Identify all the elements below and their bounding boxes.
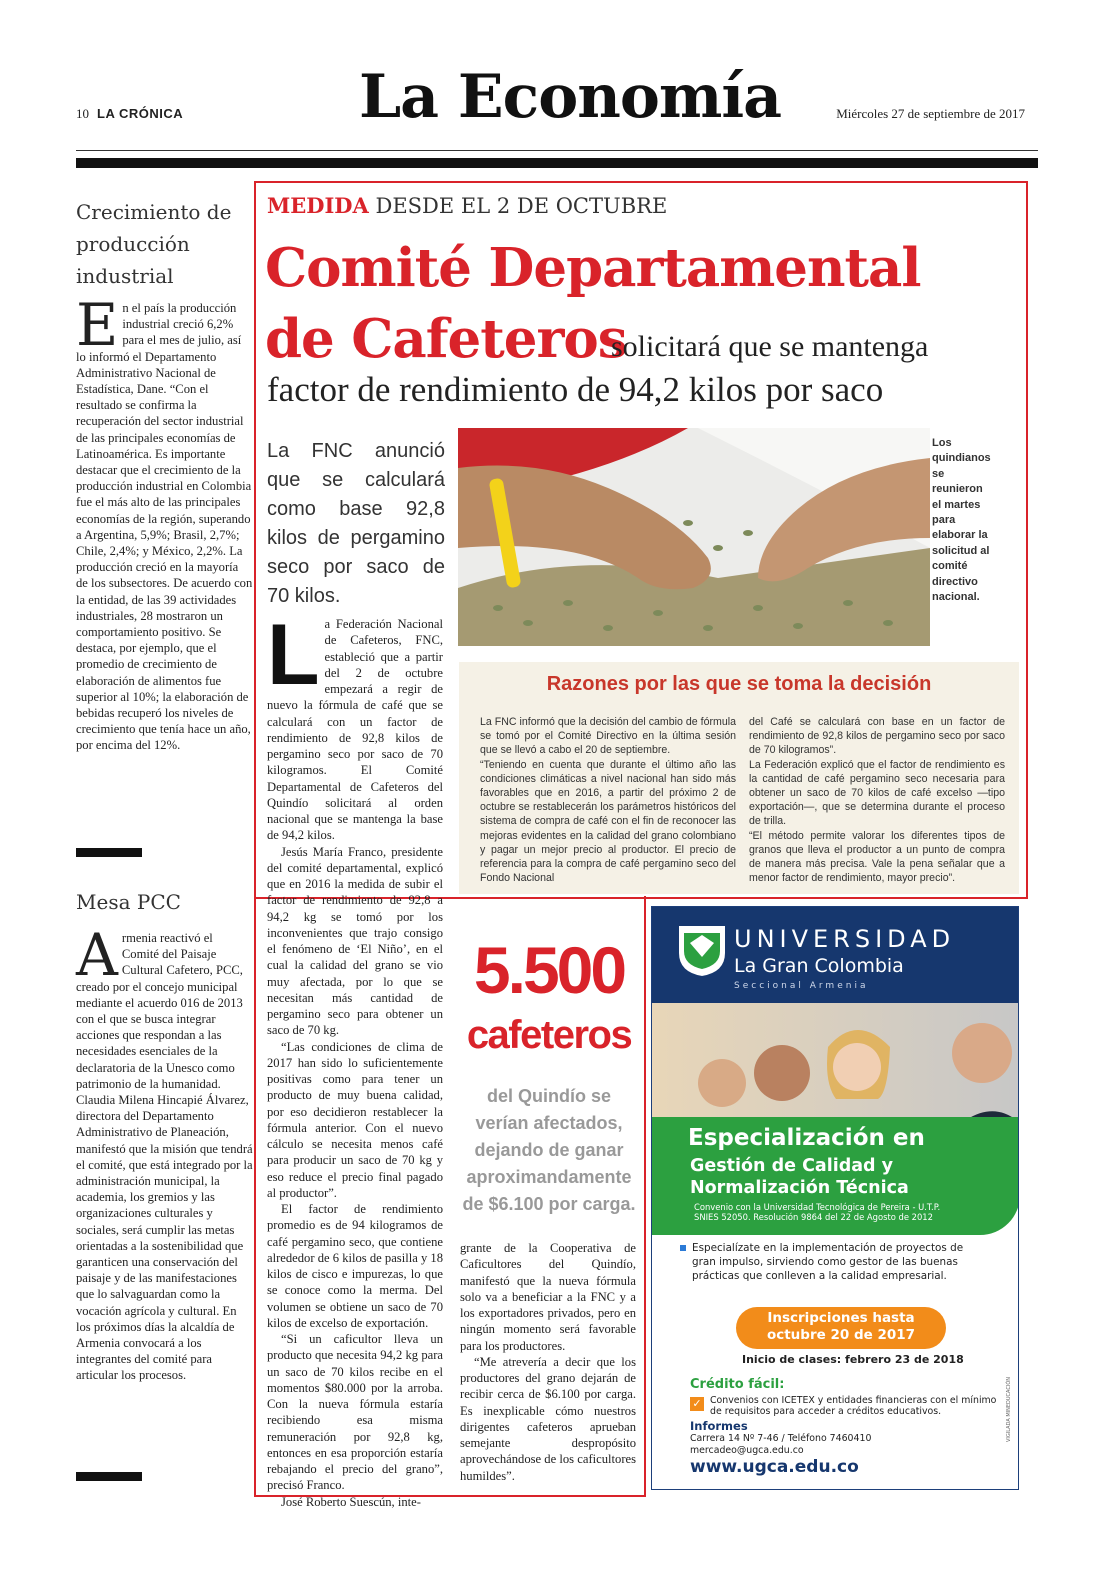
sidebar-story-2-title: Mesa PCC bbox=[76, 890, 181, 914]
headline-line-3: factor de rendimiento de 94,2 kilos por saco bbox=[267, 370, 884, 409]
reasons-paragraph: “Teniendo en cuenta que durante el último año las condiciones climáticas a nivel nacional han sido más favorables que en 2016, a partir del próximo 2 de octubre se restablecerán los parámetros históricos del sistema de compra de café con el fin de reconocer las mejoras evidentes en la calidad del grano colombiano y pagar un mejor precio al productor. El precio de referencia para la compra de café pergamino seco del Fondo Nacional bbox=[480, 758, 736, 885]
ad-bullet bbox=[682, 1241, 982, 1283]
headline-line-2: de Cafeteros bbox=[265, 308, 627, 370]
sidebar-story-2-text: rmenia reactivó el Comité del Paisaje Cultural Cafetero, PCC, creado por el concejo municipal mediante el acuerdo 016 de 2013 con el que se busca integrar acciones que respondan a las necesidades esenciales de la declaratoria de la Unesco como patrimonio de la humanidad. Claudia Milena Hincapié Álvarez, directora del Departamento Administrativo de Planeación, manifestó que la misión que tendrá el comité, que está integrado por la administración municipal, la academia, los gremios y las organizaciones culturales y sociales, será cumplir las metas orientadas a la sostenibilidad que garanticen una conservación del paisaje y de las manifestaciones que lo salvaguardan como la vocación agrícola y cultural. En los próximos días la alcaldía de Armenia convocará a los integrantes del comité para articular los procesos. bbox=[76, 931, 253, 1383]
ad-brand-line-3: Seccional Armenia bbox=[734, 981, 869, 991]
header-thick-rule bbox=[76, 158, 1038, 168]
ad-start-date: Inicio de clases: febrero 23 de 2018 bbox=[742, 1353, 964, 1366]
sidebar-story-2-body bbox=[76, 921, 253, 1384]
page-header-left bbox=[76, 106, 183, 122]
ad-registration-line-2: octubre 20 de 2017 bbox=[766, 1327, 916, 1343]
university-ad[interactable] bbox=[651, 906, 1019, 1490]
university-crest-icon bbox=[676, 923, 728, 979]
sidebar-story-1-text: n el país la producción industrial creció 6,2% para el mes de julio, así lo informó el Departamento Administrativo Nacional de Estadística, Dane. “Con el resultado se confirma la recuperación del sector industrial de las principales economías de Latinoamérica. Es importante destacar que el crecimiento de la producción industrial en Colombia fue el más alto de las principales economías de la región, superando a Argentina, 5,9%; Brasil, 2,7%; Chile, 2,4%; y México, 2,2%. La producción creció en la mayoría de los subsectores. De acuerdo con la entidad, de las 39 actividades industriales, 28 mostraron un comportamiento positivo. Se destaca, por ejemplo, que el promedio de crecimiento de elaboración de alimentos fue superior al 10%; la elaboración de bebidas recuperó los niveles de crecimiento que tenía hace un año, por encima del 12%. bbox=[76, 301, 253, 753]
deck: La FNC anunció que se calculará como base 92,8 kilos de pergamino seco por saco de 70 kilos. bbox=[267, 440, 445, 607]
ad-convenio bbox=[694, 1202, 940, 1222]
reasons-paragraph: “El método permite valorar los diferentes tipos de granos que lleva el productor a un punto de compra de manera más precisa. Vale la pena señalar que a menor factor de rendimiento, mayor precio”. bbox=[749, 829, 1005, 885]
ad-bullet-text: Especialízate en la implementación de proyectos de gran impulso, sirviendo como gestor de las buenas prácticas que conlleven a la calidad empresarial. bbox=[692, 1242, 964, 1282]
reasons-paragraph: La Federación explicó que el factor de rendimiento es la cantidad de café pergamino seco necesaria para obtener un saco de 70 kilos de café excelso —tipo exportación—, que se determina durante el proceso de trilla. bbox=[749, 758, 1005, 828]
ad-registration-pill[interactable] bbox=[736, 1307, 946, 1349]
ad-email[interactable]: mercadeo@ugca.edu.co bbox=[690, 1444, 804, 1456]
article-paragraph: “Me atrevería a decir que los productores del grano dejarán de recibir cerca de $6.100 por carga. Es inexplicable cómo nuestros dirigentes cafeteros aprueban semejante despropósito aprovechándose de los caficultores humildes”. bbox=[460, 1354, 636, 1483]
headline-line-1: Comité Departamental bbox=[265, 237, 921, 299]
ad-heading-3-line: Normalización Técnica bbox=[690, 1178, 909, 1198]
page-number: 10 bbox=[76, 106, 89, 121]
photo-illustration bbox=[458, 428, 930, 646]
dropcap: L bbox=[267, 607, 320, 703]
article-paragraph: El factor de rendimiento promedio es de 94 kilogramos de café pergamino seco, que contiene alrededor de 6 kilos de pasilla y 18 kilos de cisco e impurezas, lo que se conoce como la merma. Del volumen se obtiene un saco de 70 kilos de excelso de exportación. bbox=[267, 1202, 443, 1330]
ad-snies-line: SNIES 52050. Resolución 9864 del 22 de Agosto de 2012 bbox=[694, 1212, 933, 1222]
ad-heading-1: Especialización en bbox=[688, 1125, 925, 1151]
article-paragraph: “Las condiciones de clima de 2017 han sido lo suficientemente positivas como para tener un producto de muy buena calidad, por eso decidieron restablecer la fórmula anterior. Con el nuevo cálculo se necesita menos café para producir un saco de 70 kg y eso reduce el precio final pagado al productor”. bbox=[267, 1039, 443, 1200]
ad-contact bbox=[690, 1433, 871, 1456]
article-paragraph: “Si un caficultor lleva un producto que necesita 94,2 kg para un saco de 70 kilos recibe en el momentos $80.000 por la arroba. Con la nueva fórmula estaría recibiendo esa misma remuneración por 92,8 kg, entonces en esa proporción estaría rebajando el precio del grano”, precisó Franco. bbox=[267, 1332, 443, 1493]
photo-caption: Los quindianos se reunieron el martes para elaborar la solicitud al comité directivo nacional. bbox=[932, 437, 991, 604]
sidebar-story-1-title: Crecimiento de producción industrial bbox=[76, 200, 232, 288]
bullet-square-icon bbox=[680, 1245, 686, 1251]
ad-heading-2-line: Gestión de Calidad y bbox=[690, 1156, 894, 1176]
reasons-paragraph: La FNC informó que la decisión del cambio de fórmula se tomó por el Comité Directivo en la última sesión que se llevó a cabo el 20 de septiembre. bbox=[480, 716, 736, 757]
reasons-title: Razones por las que se toma la decisión bbox=[546, 673, 932, 695]
separator-bar bbox=[76, 1472, 142, 1481]
ad-convenio-line: Convenio con la Universidad Tecnológica de Pereira - U.T.P. bbox=[694, 1202, 941, 1212]
reasons-paragraph: del Café se calculará con base en un factor de rendimiento de 92,8 kilos de pergamino seco por saco de 70 kilogramos”. bbox=[749, 716, 1005, 757]
ad-brand-line-1: UNIVERSIDAD bbox=[734, 925, 956, 953]
highlight-unit: cafeteros bbox=[466, 1013, 632, 1057]
headline-line-2-rest: solicitará que se mantenga bbox=[611, 330, 929, 363]
separator-bar bbox=[76, 848, 142, 857]
newspaper-name: LA CRÓNICA bbox=[97, 106, 184, 121]
article-paragraph: Jesús María Franco, presidente del comité departamental, explicó que en 2016 la medida de subir el factor de rendimiento de 92,8 a 94,2 kg se tomó por los inconvenientes que trajo consigo el fenómeno de ‘El Niño’, en el cual la calidad del grano se vio muy afectada, por lo que se necesitan más cantidad de pergamino seco para obtener un saco de 70 kg. bbox=[267, 844, 443, 1038]
article-column-1 bbox=[267, 607, 443, 1510]
article-paragraph: grante de la Cooperativa de Caficultores del Quindío, manifestó que la nueva fórmula solo va a beneficiar a la FNC y a los exportadores privados, pero en ningún momento será favorable para los productores. bbox=[460, 1241, 636, 1353]
issue-date: Miércoles 27 de septiembre de 2017 bbox=[836, 106, 1025, 121]
reasons-column-1 bbox=[480, 715, 736, 885]
ad-brand-line-2: La Gran Colombia bbox=[734, 955, 904, 977]
highlight-text: del Quindío se verían afectados, dejando de ganar aproximandamente de $6.100 por carga. bbox=[462, 1086, 636, 1214]
ad-credit-text: Convenios con ICETEX y entidades financieras con el mínimo de requisitos para acceder a créditos educativos. bbox=[710, 1395, 997, 1417]
reasons-column-2 bbox=[749, 715, 1005, 885]
checkmark-icon: ✓ bbox=[690, 1397, 704, 1411]
article-paragraph: José Roberto Suescún, inte- bbox=[281, 1494, 421, 1509]
dropcap: A bbox=[76, 921, 118, 989]
kicker-bold: MEDIDA bbox=[267, 193, 369, 218]
article-column-2 bbox=[460, 1240, 636, 1484]
ad-side-credit: VIGILADA MINEDUCACIÓN bbox=[1006, 1377, 1012, 1442]
dropcap: E bbox=[76, 291, 119, 359]
section-title: La Economía bbox=[358, 62, 782, 132]
coffee-hands-photo bbox=[458, 428, 930, 646]
ad-heading-2 bbox=[690, 1155, 909, 1199]
article-paragraph: a Federación Nacional de Cafeteros, FNC, estableció que a partir del 2 de octubre empezará a regir de nuevo la fórmula de café que se calculará con un factor de rendimiento de 92,8 kilos de pergamino seco por saco de 70 kilogramos. El Comité Departamental de Cafeteros del Quindío solicitará al orden nacional que se mantenga la base de 94,2 kilos. bbox=[267, 617, 443, 843]
sidebar-story-1-body bbox=[76, 291, 253, 754]
kicker-rest: DESDE EL 2 DE OCTUBRE bbox=[375, 194, 668, 218]
sidebar-story-2 bbox=[76, 886, 253, 1384]
ad-website-link[interactable]: www.ugca.edu.co bbox=[690, 1457, 859, 1477]
sidebar-story-1 bbox=[76, 196, 253, 754]
ad-credit-title: Crédito fácil: bbox=[690, 1377, 785, 1392]
ad-address: Carrera 14 Nº 7-46 / Teléfono 7460410 bbox=[690, 1433, 872, 1444]
ad-info-label: Informes bbox=[690, 1419, 748, 1433]
ad-registration-line-1: Inscripciones hasta bbox=[767, 1310, 915, 1326]
kicker bbox=[267, 193, 667, 218]
header-thin-rule bbox=[76, 150, 1038, 151]
highlight-number: 5.500 bbox=[473, 933, 625, 1007]
